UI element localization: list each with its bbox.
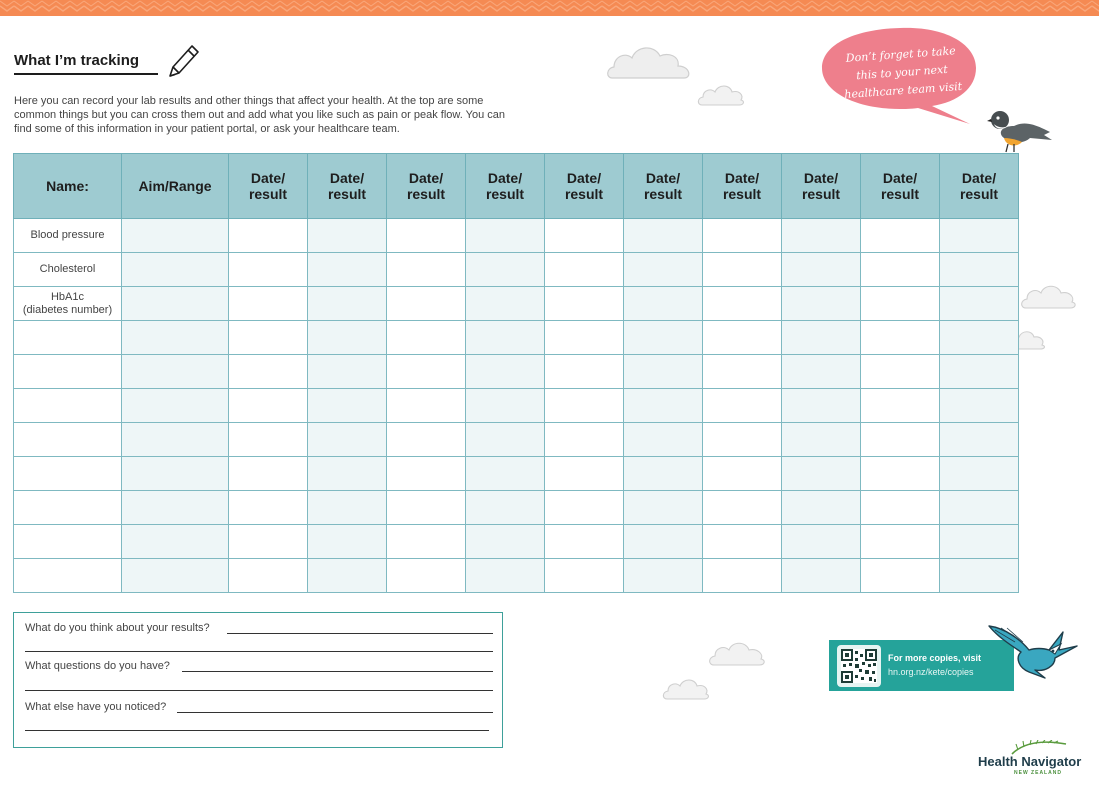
table-row (14, 525, 1019, 559)
column-header-aim-range: Aim/Range (122, 154, 229, 219)
intro-paragraph: Here you can record your lab results and other things that affect your health. At the top are some common things but you can cross them out and add what you like such as pain or peak flow. You can find some of this information in your patient portal, or ask your healthcare team. (14, 95, 506, 135)
row-name-cell[interactable]: Blood pressure (14, 219, 122, 253)
reflection-notes-box (13, 612, 503, 748)
date-result-cell[interactable] (624, 423, 703, 457)
date-result-cell[interactable] (782, 321, 861, 355)
date-result-cell[interactable] (308, 287, 387, 321)
row-name-cell[interactable] (14, 457, 122, 491)
date-result-cell[interactable] (703, 253, 782, 287)
date-result-cell[interactable] (466, 559, 545, 593)
date-result-cell[interactable] (229, 355, 308, 389)
date-result-cell[interactable] (703, 525, 782, 559)
aim-range-cell[interactable] (122, 355, 229, 389)
table-header-row (14, 154, 1019, 219)
date-result-cell[interactable] (861, 525, 940, 559)
aim-range-cell[interactable] (122, 219, 229, 253)
date-result-cell[interactable] (624, 457, 703, 491)
date-result-cell[interactable] (782, 287, 861, 321)
row-name-cell[interactable] (14, 389, 122, 423)
date-result-cell[interactable] (229, 559, 308, 593)
aim-range-cell[interactable] (122, 457, 229, 491)
answer-line[interactable] (25, 690, 493, 691)
answer-line[interactable] (25, 730, 489, 731)
date-result-cell[interactable] (861, 355, 940, 389)
date-result-cell[interactable] (308, 457, 387, 491)
aim-range-cell[interactable] (122, 491, 229, 525)
column-header-date-result: Date/ result (782, 154, 861, 219)
answer-line[interactable] (182, 671, 493, 672)
table-row (14, 355, 1019, 389)
row-name-cell[interactable] (14, 423, 122, 457)
date-result-cell[interactable] (387, 525, 466, 559)
date-result-cell[interactable] (466, 389, 545, 423)
date-result-cell[interactable] (387, 219, 466, 253)
column-header-date-result: Date/ result (466, 154, 545, 219)
aim-range-cell[interactable] (122, 253, 229, 287)
top-decorative-band (0, 0, 1099, 16)
date-result-cell[interactable] (940, 457, 1019, 491)
column-header-date-result: Date/ result (940, 154, 1019, 219)
date-result-cell[interactable] (308, 253, 387, 287)
date-result-cell[interactable] (782, 423, 861, 457)
table-row (14, 559, 1019, 593)
date-result-cell[interactable] (782, 525, 861, 559)
row-name-cell[interactable]: Cholesterol (14, 253, 122, 287)
date-result-cell[interactable] (861, 219, 940, 253)
kingfisher-icon (985, 620, 1085, 687)
date-result-cell[interactable] (466, 219, 545, 253)
date-result-cell[interactable] (782, 219, 861, 253)
date-result-cell[interactable] (782, 559, 861, 593)
aim-range-cell[interactable] (122, 287, 229, 321)
row-name-cell[interactable] (14, 321, 122, 355)
date-result-cell[interactable] (624, 525, 703, 559)
answer-line[interactable] (227, 633, 493, 634)
date-result-cell[interactable] (229, 287, 308, 321)
aim-range-cell[interactable] (122, 321, 229, 355)
column-header-date-result: Date/ result (387, 154, 466, 219)
health-navigator-logo (976, 740, 1091, 780)
date-result-cell[interactable] (940, 253, 1019, 287)
date-result-cell[interactable] (308, 525, 387, 559)
date-result-cell[interactable] (940, 219, 1019, 253)
table-row (14, 219, 1019, 253)
date-result-cell[interactable] (229, 525, 308, 559)
date-result-cell[interactable] (229, 423, 308, 457)
date-result-cell[interactable] (703, 219, 782, 253)
answer-line[interactable] (177, 712, 493, 713)
table-row (14, 321, 1019, 355)
question-questions-label: What questions do you have? (25, 660, 170, 672)
cloud-icon (662, 675, 710, 708)
date-result-cell[interactable] (703, 389, 782, 423)
date-result-cell[interactable] (624, 253, 703, 287)
date-result-cell[interactable] (387, 355, 466, 389)
aim-range-cell[interactable] (122, 559, 229, 593)
date-result-cell[interactable] (782, 389, 861, 423)
date-result-cell[interactable] (940, 525, 1019, 559)
column-header-date-result: Date/ result (308, 154, 387, 219)
date-result-cell[interactable] (861, 559, 940, 593)
date-result-cell[interactable] (624, 559, 703, 593)
date-result-cell[interactable] (545, 457, 624, 491)
table-row (14, 491, 1019, 525)
date-result-cell[interactable] (703, 491, 782, 525)
date-result-cell[interactable] (387, 287, 466, 321)
date-result-cell[interactable] (545, 219, 624, 253)
date-result-cell[interactable] (782, 355, 861, 389)
date-result-cell[interactable] (466, 423, 545, 457)
table-row (14, 287, 1019, 321)
aim-range-cell[interactable] (122, 423, 229, 457)
date-result-cell[interactable] (545, 389, 624, 423)
date-result-cell[interactable] (624, 491, 703, 525)
aim-range-cell[interactable] (122, 389, 229, 423)
column-header-date-result: Date/ result (229, 154, 308, 219)
aim-range-cell[interactable] (122, 525, 229, 559)
date-result-cell[interactable] (703, 423, 782, 457)
date-result-cell[interactable] (229, 253, 308, 287)
date-result-cell[interactable] (387, 321, 466, 355)
date-result-cell[interactable] (782, 253, 861, 287)
row-name-cell[interactable] (14, 355, 122, 389)
date-result-cell[interactable] (940, 423, 1019, 457)
row-name-cell[interactable] (14, 525, 122, 559)
column-header-date-result: Date/ result (624, 154, 703, 219)
date-result-cell[interactable] (229, 457, 308, 491)
more-copies-url[interactable]: hn.org.nz/kete/copies (888, 667, 974, 677)
date-result-cell[interactable] (940, 287, 1019, 321)
cloud-icon (697, 81, 745, 114)
date-result-cell[interactable] (387, 491, 466, 525)
table-row (14, 253, 1019, 287)
pencil-icon (166, 42, 202, 85)
title-underline (14, 52, 158, 75)
date-result-cell[interactable] (703, 321, 782, 355)
logo-wordmark: Health Navigator (978, 754, 1082, 769)
date-result-cell[interactable] (940, 321, 1019, 355)
cloud-icon (1020, 280, 1078, 317)
date-result-cell[interactable] (940, 389, 1019, 423)
date-result-cell[interactable] (387, 253, 466, 287)
cloud-icon (708, 637, 768, 674)
more-copies-text: For more copies, visit (888, 653, 982, 663)
date-result-cell[interactable] (387, 457, 466, 491)
date-result-cell[interactable] (229, 219, 308, 253)
date-result-cell[interactable] (782, 491, 861, 525)
column-header-date-result: Date/ result (703, 154, 782, 219)
column-header-name: Name: (14, 154, 122, 219)
date-result-cell[interactable] (466, 321, 545, 355)
date-result-cell[interactable] (545, 525, 624, 559)
date-result-cell[interactable] (466, 287, 545, 321)
date-result-cell[interactable] (466, 525, 545, 559)
date-result-cell[interactable] (861, 491, 940, 525)
date-result-cell[interactable] (703, 355, 782, 389)
date-result-cell[interactable] (703, 457, 782, 491)
date-result-cell[interactable] (703, 559, 782, 593)
date-result-cell[interactable] (545, 491, 624, 525)
table-row (14, 389, 1019, 423)
date-result-cell[interactable] (545, 423, 624, 457)
date-result-cell[interactable] (308, 491, 387, 525)
qr-code-frame (837, 645, 881, 687)
date-result-cell[interactable] (229, 321, 308, 355)
column-header-date-result: Date/ result (861, 154, 940, 219)
qr-code-icon (841, 649, 877, 683)
date-result-cell[interactable] (861, 287, 940, 321)
date-result-cell[interactable] (545, 253, 624, 287)
date-result-cell[interactable] (940, 355, 1019, 389)
date-result-cell[interactable] (861, 389, 940, 423)
date-result-cell[interactable] (466, 491, 545, 525)
date-result-cell[interactable] (308, 423, 387, 457)
table-row (14, 457, 1019, 491)
date-result-cell[interactable] (466, 253, 545, 287)
answer-line[interactable] (25, 651, 493, 652)
date-result-cell[interactable] (624, 321, 703, 355)
question-results-label: What do you think about your results? (25, 622, 210, 634)
date-result-cell[interactable] (229, 491, 308, 525)
date-result-cell[interactable] (861, 423, 940, 457)
date-result-cell[interactable] (229, 389, 308, 423)
row-name-cell[interactable] (14, 491, 122, 525)
date-result-cell[interactable] (940, 559, 1019, 593)
date-result-cell[interactable] (545, 287, 624, 321)
date-result-cell[interactable] (545, 321, 624, 355)
date-result-cell[interactable] (387, 423, 466, 457)
row-name-cell[interactable]: HbA1c (diabetes number) (14, 287, 122, 321)
date-result-cell[interactable] (703, 287, 782, 321)
row-name-cell[interactable] (14, 559, 122, 593)
date-result-cell[interactable] (308, 559, 387, 593)
date-result-cell[interactable] (466, 355, 545, 389)
reminder-text: Don’t forget to take this to your next healthcare team visit (843, 44, 963, 102)
date-result-cell[interactable] (308, 355, 387, 389)
logo-subtitle: NEW ZEALAND (1014, 770, 1062, 776)
date-result-cell[interactable] (624, 389, 703, 423)
date-result-cell[interactable] (861, 321, 940, 355)
date-result-cell[interactable] (387, 389, 466, 423)
date-result-cell[interactable] (861, 253, 940, 287)
table-row (14, 423, 1019, 457)
date-result-cell[interactable] (940, 491, 1019, 525)
date-result-cell[interactable] (545, 559, 624, 593)
date-result-cell[interactable] (387, 559, 466, 593)
question-noticed-label: What else have you noticed? (25, 701, 167, 713)
date-result-cell[interactable] (308, 219, 387, 253)
date-result-cell[interactable] (782, 457, 861, 491)
date-result-cell[interactable] (466, 457, 545, 491)
date-result-cell[interactable] (545, 355, 624, 389)
date-result-cell[interactable] (861, 457, 940, 491)
date-result-cell[interactable] (308, 321, 387, 355)
tracking-table (13, 153, 1019, 593)
date-result-cell[interactable] (624, 355, 703, 389)
cloud-icon (606, 40, 694, 87)
page-title: What I’m tracking (14, 52, 140, 69)
date-result-cell[interactable] (624, 287, 703, 321)
column-header-date-result: Date/ result (545, 154, 624, 219)
date-result-cell[interactable] (624, 219, 703, 253)
date-result-cell[interactable] (308, 389, 387, 423)
